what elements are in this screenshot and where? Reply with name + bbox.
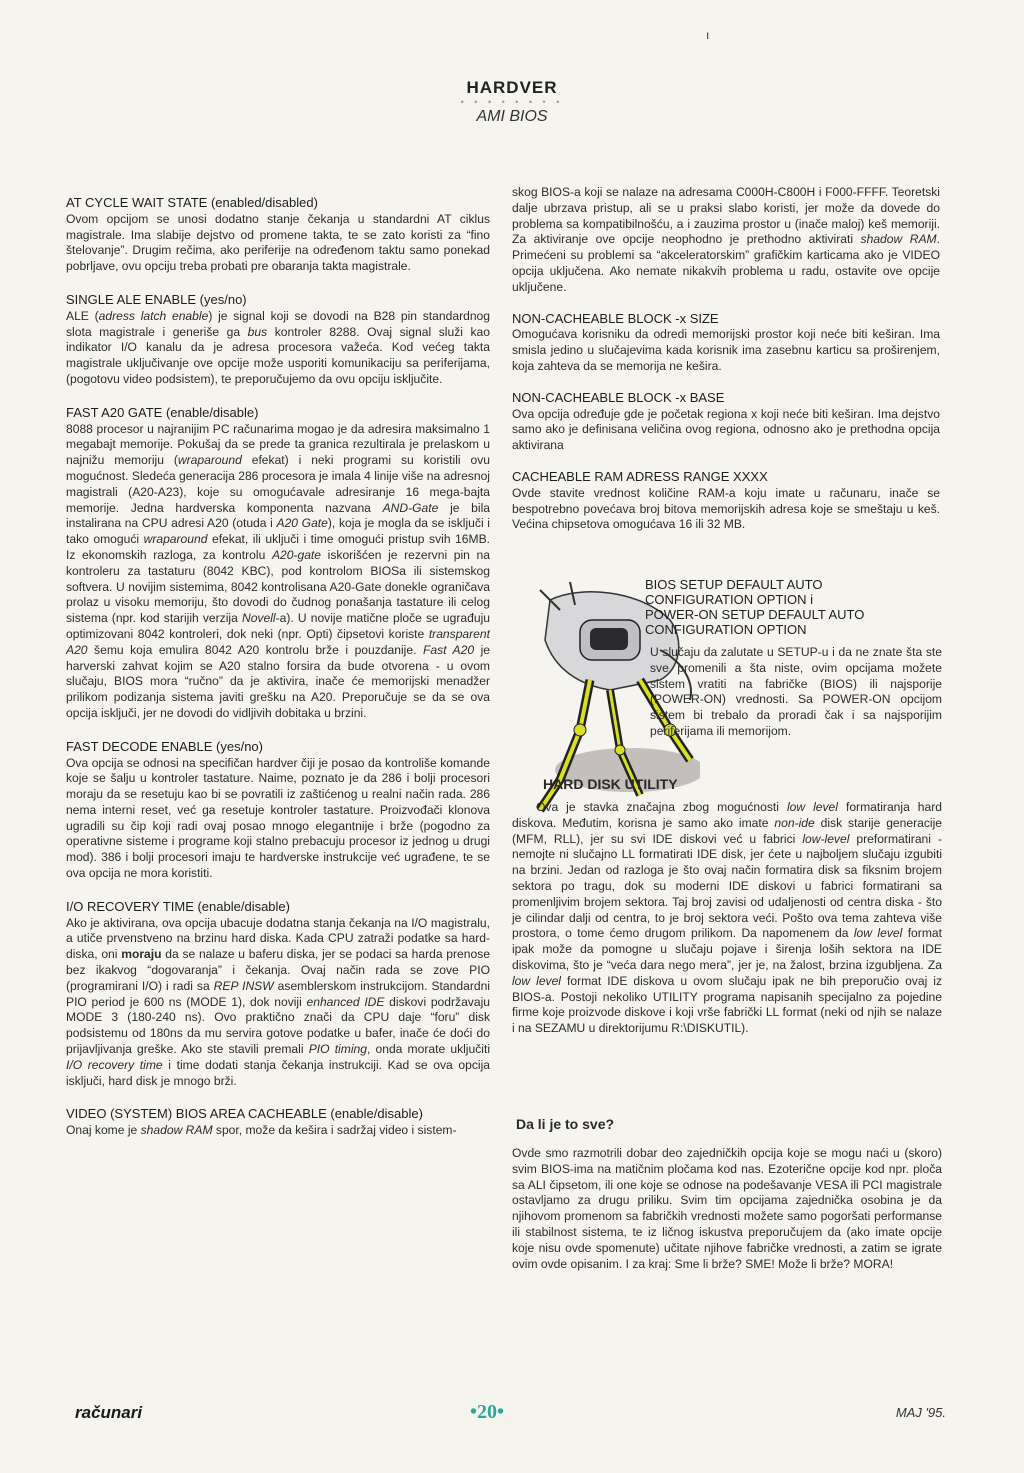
fast-decode-section <box>66 739 490 882</box>
non-cache-base-body: Ova opcija određuje gde je početak regiona x koji neće biti keširan. Ima dejstvo samo ako je definisana veličina ovog regiona, odnosno ako je prethodna opcija aktivirana <box>512 406 940 453</box>
non-cache-base-section <box>512 390 940 454</box>
single-ale-title: SINGLE ALE ENABLE (yes/no) <box>66 291 247 307</box>
fast-decode-body: Ova opcija se odnosi na specifičan hardver čiji je posao da kontroliše komande koje se šalju u kontroler tastature. Naime, poznato je da 286 i bolji procesori moraju da se resetuju kao bi se povratili iz zaštićenog u realni način rada. 286 nema interni reset, već ga resetuje kontroler tastature. Proizvođači klonova ugradili su čip koji radi ovaj posao mnogo elegantnije i brže (pogodno za operativne sisteme i programe koji stalno prebacuju procesor iz jednog u drugi mod). 386 i bolji procesori imaju te hardverske instrukcije već ugrađene, te se ova opcija ne mora koristiti. <box>66 755 490 881</box>
non-cache-size-section <box>512 311 940 375</box>
page-number: •20• <box>470 1401 505 1423</box>
hard-disk-title: HARD DISK UTILITY <box>543 776 678 792</box>
issue-date: MAJ '95. <box>895 1405 946 1420</box>
at-cycle-section <box>66 195 490 275</box>
bios-setup-body: U slučaju da zalutate u SETUP-u i da ne znate šta ste sve promenili a šta niste, ovim opcijama možete sistem vratiti na fabričke (BIOS) ili najsporije (POWER-ON) vrednosti. Sa POWER-ON opcijom sistem bi trebalo da proradi čak i sa najsporijim periferijama ili memorijom. <box>650 645 942 738</box>
right-column-top <box>512 185 940 548</box>
non-cache-size-body: Omogućava korisniku da odredi memorijski prostor koji neće biti keširan. Ima smisla jedino u slučajevima kada korisnik ima zasebnu karticu sa proširenjem, koja zahteva da se memorija ne keširа. <box>512 327 940 373</box>
bios-setup-title: BIOS SETUP DEFAULT AUTO CONFIGURATION OPTION i POWER-ON SETUP DEFAULT AUTO CONFIGURATION OPTION <box>645 577 865 637</box>
video-bios-section <box>66 1106 490 1139</box>
video-bios-title: VIDEO (SYSTEM) BIOS AREA CACHEABLE (enable/disable) <box>66 1106 423 1122</box>
fast-a20-body: 8088 procesor u najranijim PC računarima mogao je da adresira maksimalno 1 megabajt memorije. Pokušaj da se prede ta granica rezultirala je prelaskom u najnižu memoriju (wraparound efekat) i neki programi su koristili ovu mogućnost. Sledeća generacija 286 procesora je imala 4 linije više na adresnoj magistrali (A20-A23), koje su omogućavale adresiranje 16 mega-bajta memorije. Jedna hardverska komponenta nazvana AND-Gate je bila instalirana na CPU adresi A20 (otuda i A20 Gate), koja je mogla da se isključi i tako omogući wraparound efekat, ili uključi i time omogući pristup svih 16MB. Iz ekonomskih razloga, za kontrolu A20-gate iskorišćen je rezervni pin na kontroleru za tastaturu (8042 KBC), pod kontrolom BIOSa ili sistemskog softvera. U novijim sistemima, 8042 kontrolisana A20-Gate donekle ograničava prolaz u visoku memoriju, što dovodi do čudnog ponašanja tastature ili celog sistema (npr. kod starijih verzija Novell-a). U novije matične ploče se ugrađuju optimizovani 8042 kontroleri, dok neki (npr. Opti) čipsetovi koriste transparent A20 šemu koja emulira 8042 A20 kontrolu brže i pouzdanije. Fast A20 je harverski zahvat kojim se A20 stalno forsira da bude otvorena - u ovom slučaju, BIOS mora “ručno” da je aktivira, inače će memorijski menadžer prilikom podizanja sistema javiti grešku na A20. Preporučuje se da se ova opcija isključi, jer ne dovodi do vidljivih dobitaka u brzini. <box>66 421 490 720</box>
left-column <box>66 195 490 1345</box>
non-cache-base-title: NON-CACHEABLE BLOCK -x BASE <box>512 389 725 405</box>
cacheable-section <box>512 469 940 533</box>
fast-decode-title: FAST DECODE ENABLE (yes/no) <box>66 738 263 754</box>
video-bios-continued <box>512 185 940 296</box>
article-subtitle: AMI BIOS <box>476 108 548 125</box>
fast-a20-title: FAST A20 GATE (enable/disable) <box>66 404 259 420</box>
magazine-name: računari <box>75 1403 143 1422</box>
io-recovery-title: I/O RECOVERY TIME (enable/disable) <box>66 898 290 914</box>
page-header <box>0 78 1024 126</box>
da-li-body: Ovde smo razmotrili dobar deo zajedničkih opcija koje se mogu naći u (skoro) svim BIOS-ima na matičnim pločama kod nas. Ezoterične opcije kod npr. ploča sa ALI čipsetom, ili one koje se odnose na podešavanje VESA ili PCI magistrale ostavljamo za drugu priliku. Svim tim opcijama zajednička osobina je da njihovom promenom sa fabričkih vrednosti možete samo pogoršati performanse ili stabilnost sistema, te iz ličnog iskustva preporučujem da (ako imate opcije koje nisu ovde spomenute) učitate njihove fabričke vrednosti, a zatim se igrate ovim ovde opisanim. I za kraj: Sme li brže? SME! Može li brže? MORA! <box>512 1146 942 1271</box>
page-footer <box>0 1403 1024 1433</box>
non-cache-size-title: NON-CACHEABLE BLOCK -x SIZE <box>512 310 719 326</box>
video-bios-body: Onaj kome je shadow RAM spor, može da kešira i sadržaj video i sistem- <box>66 1123 457 1138</box>
at-cycle-body: Ovom opcijom se unosi dodatno stanje čekanja u standardni AT ciklus magistrale. Ima slabije dejstvo od promene takta, te se zato koristi za “fino štelovanje”. Drugim rečima, ako periferije na određenom taktu samo ponekad pobrljave, ovu opciju treba probati pre obaranja takta magistrale. <box>66 211 490 274</box>
io-recovery-body: Ako je aktivirana, ova opcija ubacuje dodatna stanja čekanja na I/O magistralu, a utiče prvenstveno na brzinu hard diska. Kada CPU zatraži podatke sa hard-diska, oni moraju da se nalaze u baferu diska, jer se podaci sa harda prenose bez ikakvog “dogovaranja” i čekanja. Ovaj način rada se zove PIO (programirani I/O) i radi sa REP INSW asemblerskom instrukcijom. Standardni PIO period je 600 ns (MODE 1), dok noviji enhanced IDE diskovi podržavaju MODE 3 (180-240 ns). Ovo praktično znači da CPU daje “foru” disk podsistemu od 180ns da mu servira gotove podatke u bafer, inače će doći do prijavljivanja greške. Ako ste stavili premali PIO timing, onda morate uključiti I/O recovery time i time dodati stanja čekanja instrukciji. Kad se ova opcija isključi, hard disk je mnogo brži. <box>66 915 490 1088</box>
scan-mark: ı <box>706 28 710 42</box>
fast-a20-section <box>66 405 490 722</box>
header-dots: • • • • • • • • <box>460 97 564 107</box>
single-ale-body: ALE (adress latch enable) je signal koji se dovodi na B28 pin standardnog slota magistrale i generiše ga bus kontroler 8288. Ovaj signal služi kao indikator I/O kanalu da je adresa procesora važeća. Kod većeg takta magistrale uključivanje ove opcije može usporiti komunikaciju sa periferijama, (pogotovu video podsistem), te preporučujemo da ovu opciju isključite. <box>66 308 490 386</box>
video-bios-continued-body: skog BIOS-a koji se nalaze na adresama C000H-C800H i F000-FFFF. Teoretski dalje ubrzava pristup, ali se u praksi slabo koristi, jer može da dovede do problema sa kompatibilnošću, a i zauzima prostor u (inače maloj) keš memoriji. Za aktiviranje ove opcije neophodno je prethodno aktivirati shadow RAM. Primećeni su problemi sa “akceleratorskim” grafičkim karticama ako je VIDEO opcija uključena. Ako nemate nikakvih problema u radu, ostavite ove opcije uključene. <box>512 185 940 294</box>
hard-disk-body: Ova je stavka značajna zbog mogućnosti low level formatiranja hard diskova. Međutim, korisna je samo ako imate non-ide disk starije generacije (MFM, RLL), jer su svi IDE diskovi već u fabrici low-level preformatirani - nemojte ni slučajno LL formatirati IDE disk, jer ćete u najboljem slučaju izgubiti na brzini. Jedan od razloga je što ovaj način formatira disk sa fiksnim brojem sektora po tragu, dok su moderni IDE diskovi u fabrici formatirani sa promenljivim brojem sektora. Taj broj zavisi od udaljenosti od centra diska - što je cilindar dalji od centra, to je broj sektora veći. Pošto ova tema zahteva više prostora, o tome ćemo drugom prilikom. Da napomenem da low level format ipak može da pomogne u slučaju pojave i širenja loših sektora na IDE diskovima, što je “veća dara nego mera”, jer je, na žalost, brzina izgubljena. Za low level format IDE diskova u ovom slučaju ipak ne bih preporučio ovaj iz BIOS-a. Postoji nekoliko UTILITY programa napisanih specijalno za pojedine firme koje proizvode diskove i koji vrše fabrički LL format (neki od njih se nalaze i na SEZAMU u direktorijumu R:\DISKUTIL). <box>512 800 942 1036</box>
single-ale-section <box>66 292 490 388</box>
cacheable-body: Ovde stavite vrednost količine RAM-a koju imate u računaru, inače se bespotrebno povećava broj bitova memorijskih adresa koje se smeštaju u keš. Većina chipsetova omogućava 16 ili 32 MB. <box>512 485 940 532</box>
da-li-title: Da li je to sve? <box>516 1116 615 1132</box>
cacheable-title: CACHEABLE RAM ADRESS RANGE XXXX <box>512 468 768 484</box>
at-cycle-title: AT CYCLE WAIT STATE (enabled/disabled) <box>66 195 318 210</box>
io-recovery-section <box>66 899 490 1090</box>
section-title: HARDVER <box>466 78 558 97</box>
